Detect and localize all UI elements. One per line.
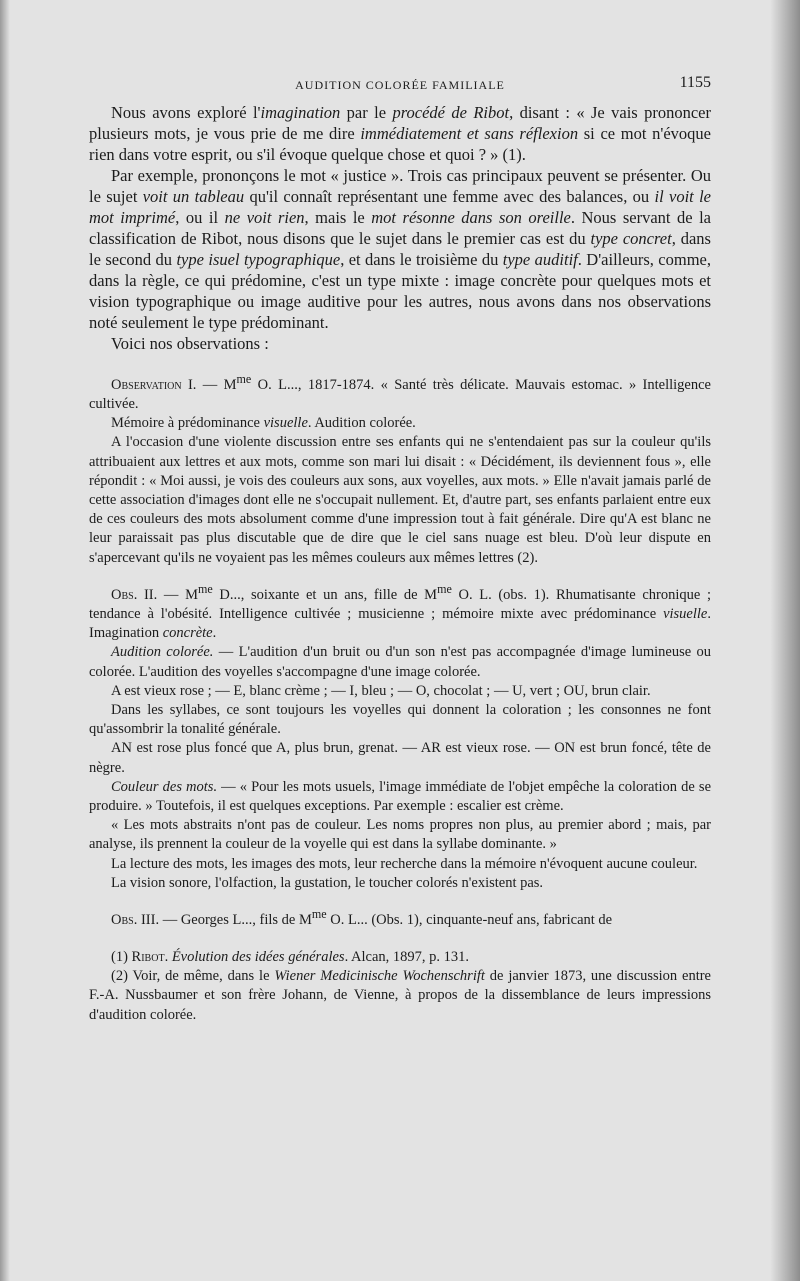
observation-label: Obs. III. <box>111 911 160 928</box>
superscript: me <box>236 372 252 386</box>
text-run: . D'ailleurs, comme, dans la règle, ce qui prédomine, c'est un type mixte : image concrète pour quelques mots et vision typographique ou image auditive pour les autres, nous avons dans nos observations noté seulement le type prédominant. <box>89 250 711 332</box>
page-number: 1155 <box>679 74 711 91</box>
italic-run: il voit le mot imprimé <box>89 187 711 227</box>
text-run: . Audition colorée. <box>307 415 416 432</box>
observation-2-vowels: A est vieux rose ; — E, blanc crème ; — I, bleu ; — O, chocolat ; — U, vert ; OU, brun clair. <box>111 682 651 699</box>
observation-2-an: AN est rose plus foncé que A, plus brun, grenat. — AR est vieux rose. — ON est brun foncé, tête de nègre. <box>89 740 711 776</box>
text-run: . Alcan, 1897, p. 131. <box>344 948 470 965</box>
spacer <box>89 893 711 905</box>
text-run: si ce mot n'évoque rien dans votre esprit, ou s'il évoque quelque chose et quoi ? » (1). <box>89 124 711 164</box>
scan-shadow-left <box>0 0 10 1281</box>
text-run: qu'il connaît représentant une femme avec des balances, ou <box>244 187 655 206</box>
observation-3-heading <box>89 905 711 930</box>
author-name: Ribot <box>131 948 165 965</box>
observation-2-audition <box>89 643 711 681</box>
text-run: (1) <box>111 948 132 965</box>
footnote-1 <box>89 948 711 967</box>
text-column <box>89 70 711 1025</box>
text-run: , dans le second du <box>89 229 711 269</box>
superscript: me <box>437 581 452 596</box>
observation-1-story: A l'occasion d'une violente discussion entre ses enfants qui ne s'entendaient pas sur la couleur qu'ils attribuaient aux lettres et aux mots, comme son mari lui disait : « Décidément, ils deviennent fous », elle répondit : « Moi aussi, je vois des couleurs aux sons, aux voyelles, aux mots. » Elle n'avait jamais parlé de cette association d'images dont elle ne s'occupait nullement. Et, d'autre part, ses enfants parlaient entre eux de ces couleurs des mots absolument comme d'une impression tout à fait générale. Dire qu'A est blanc ne leur paraissait pas plus discutable que de dire que le ciel sans nuage est bleu. D'où leur dispute en s'apercevant qu'ils ne voyaient pas les mêmes couleurs aux mêmes lettres (2). <box>89 434 711 566</box>
superscript: me <box>197 581 213 596</box>
italic-run: voit un tableau <box>142 187 245 206</box>
observation-2-reading: La lecture des mots, les images des mots, leur recherche dans la mémoire n'évoquent aucune couleur. <box>111 855 698 872</box>
scan-shadow-right <box>770 0 800 1281</box>
spacer <box>89 354 711 370</box>
observation-2-heading <box>89 580 711 643</box>
italic-run: imagination <box>260 103 341 122</box>
text-run: (2) Voir, de même, dans le <box>111 968 275 985</box>
italic-run: visuelle <box>263 415 308 432</box>
footnotes <box>89 948 711 1025</box>
text-run: Par exemple, prononçons le mot « justice ». Trois cas principaux peuvent se présenter. Ou le sujet <box>89 166 711 206</box>
footnote-2 <box>89 967 711 1025</box>
italic-run: type auditif <box>502 250 578 269</box>
running-title: AUDITION COLORÉE FAMILIALE <box>295 78 505 92</box>
text-run: — « Pour les mots usuels, l'image immédiate de l'objet empêche la coloration de se produire. » Toutefois, il est quelques exceptions. Par exemple : escalier est crème. <box>89 778 712 814</box>
text-run: D..., soixante et un ans, fille de M <box>212 586 438 603</box>
italic-run: immédiatement et sans réflexion <box>360 124 579 143</box>
text-run: O. L. (obs. 1). Rhumatisante chronique ; tendance à l'obésité. Intelligence cultivée ; musicienne ; mémoire mixte avec prédominance <box>89 586 711 622</box>
italic-run: mot résonne dans son oreille <box>371 208 571 227</box>
text-run: , et dans le troisième du <box>340 250 503 269</box>
text-run: , mais le <box>304 208 372 227</box>
italic-run: Wiener Medicinische Wochenschrift <box>274 968 485 985</box>
text-run: . Nous servant de la classification de Ribot, nous disons que le sujet dans le premier cas est du <box>89 208 711 248</box>
text-run: . <box>212 625 217 642</box>
text-run: — L'audition d'un bruit ou d'un son n'est pas accompagnée d'image lumineuse ou colorée. L'audition des voyelles s'accompagne d'une image colorée. <box>89 644 712 680</box>
italic-run: ne voit rien <box>224 208 305 227</box>
text-run: par le <box>340 103 393 122</box>
running-head <box>89 70 711 102</box>
intro-paragraph-2 <box>89 165 711 333</box>
intro-paragraph-3: Voici nos observations : <box>111 334 269 353</box>
intro-paragraph-1 <box>89 102 711 165</box>
italic-run: concrète <box>162 625 213 642</box>
observation-2-senses: La vision sonore, l'olfaction, la gustation, le toucher colorés n'existent pas. <box>111 874 544 891</box>
text-run: . <box>164 948 172 965</box>
italic-run: visuelle <box>663 605 708 622</box>
text-run: O. L..., 1817-1874. « Santé très délicate. Mauvais estomac. » Intelligence cultivée. <box>89 376 711 413</box>
italic-run: Évolution des idées générales <box>171 948 345 965</box>
observation-1-memory <box>89 414 711 433</box>
text-run: — M <box>196 376 237 393</box>
text-run: Nous avons exploré l' <box>111 103 261 122</box>
italic-run: Couleur des mots. <box>111 778 218 795</box>
italic-run: type isuel typographique <box>176 250 341 269</box>
observation-2-syllables: Dans les syllabes, ce sont toujours les voyelles qui donnent la coloration ; les consonnes ne font qu'assombrir la tonalité générale. <box>89 701 711 738</box>
text-run: . Imagination <box>89 605 711 642</box>
text-run: , ou il <box>175 208 225 227</box>
observation-1-heading <box>89 370 711 414</box>
text-run: — Georges L..., fils de M <box>159 911 312 928</box>
italic-run: type concret <box>590 229 672 248</box>
observation-label: Observation I. <box>111 376 197 393</box>
italic-run: Audition colorée. <box>111 644 214 661</box>
superscript: me <box>311 906 327 921</box>
spacer <box>89 568 711 580</box>
text-run: O. L... (Obs. 1), cinquante-neuf ans, fabricant de <box>326 911 613 928</box>
text-run: Mémoire à prédominance <box>111 415 264 432</box>
text-run: — M <box>157 586 198 603</box>
text-run: de janvier 1873, une discussion entre F.-A. Nussbaumer et son frère Johann, de Vienne, à propos de la dissemblance de leurs impressions d'audition colorée. <box>89 968 711 1023</box>
text-run: , disant : « Je vais prononcer plusieurs mots, je vous prie de me dire <box>89 103 711 143</box>
observation-2-words <box>89 778 711 816</box>
observation-label: Obs. II. <box>111 586 158 603</box>
observation-2-abstract: « Les mots abstraits n'ont pas de couleur. Les noms propres non plus, au premier abord ; mais, par analyse, ils prennent la couleur de la voyelle qui est dans la syllabe dominante. » <box>89 817 711 853</box>
italic-run: procédé de Ribot <box>392 103 510 122</box>
